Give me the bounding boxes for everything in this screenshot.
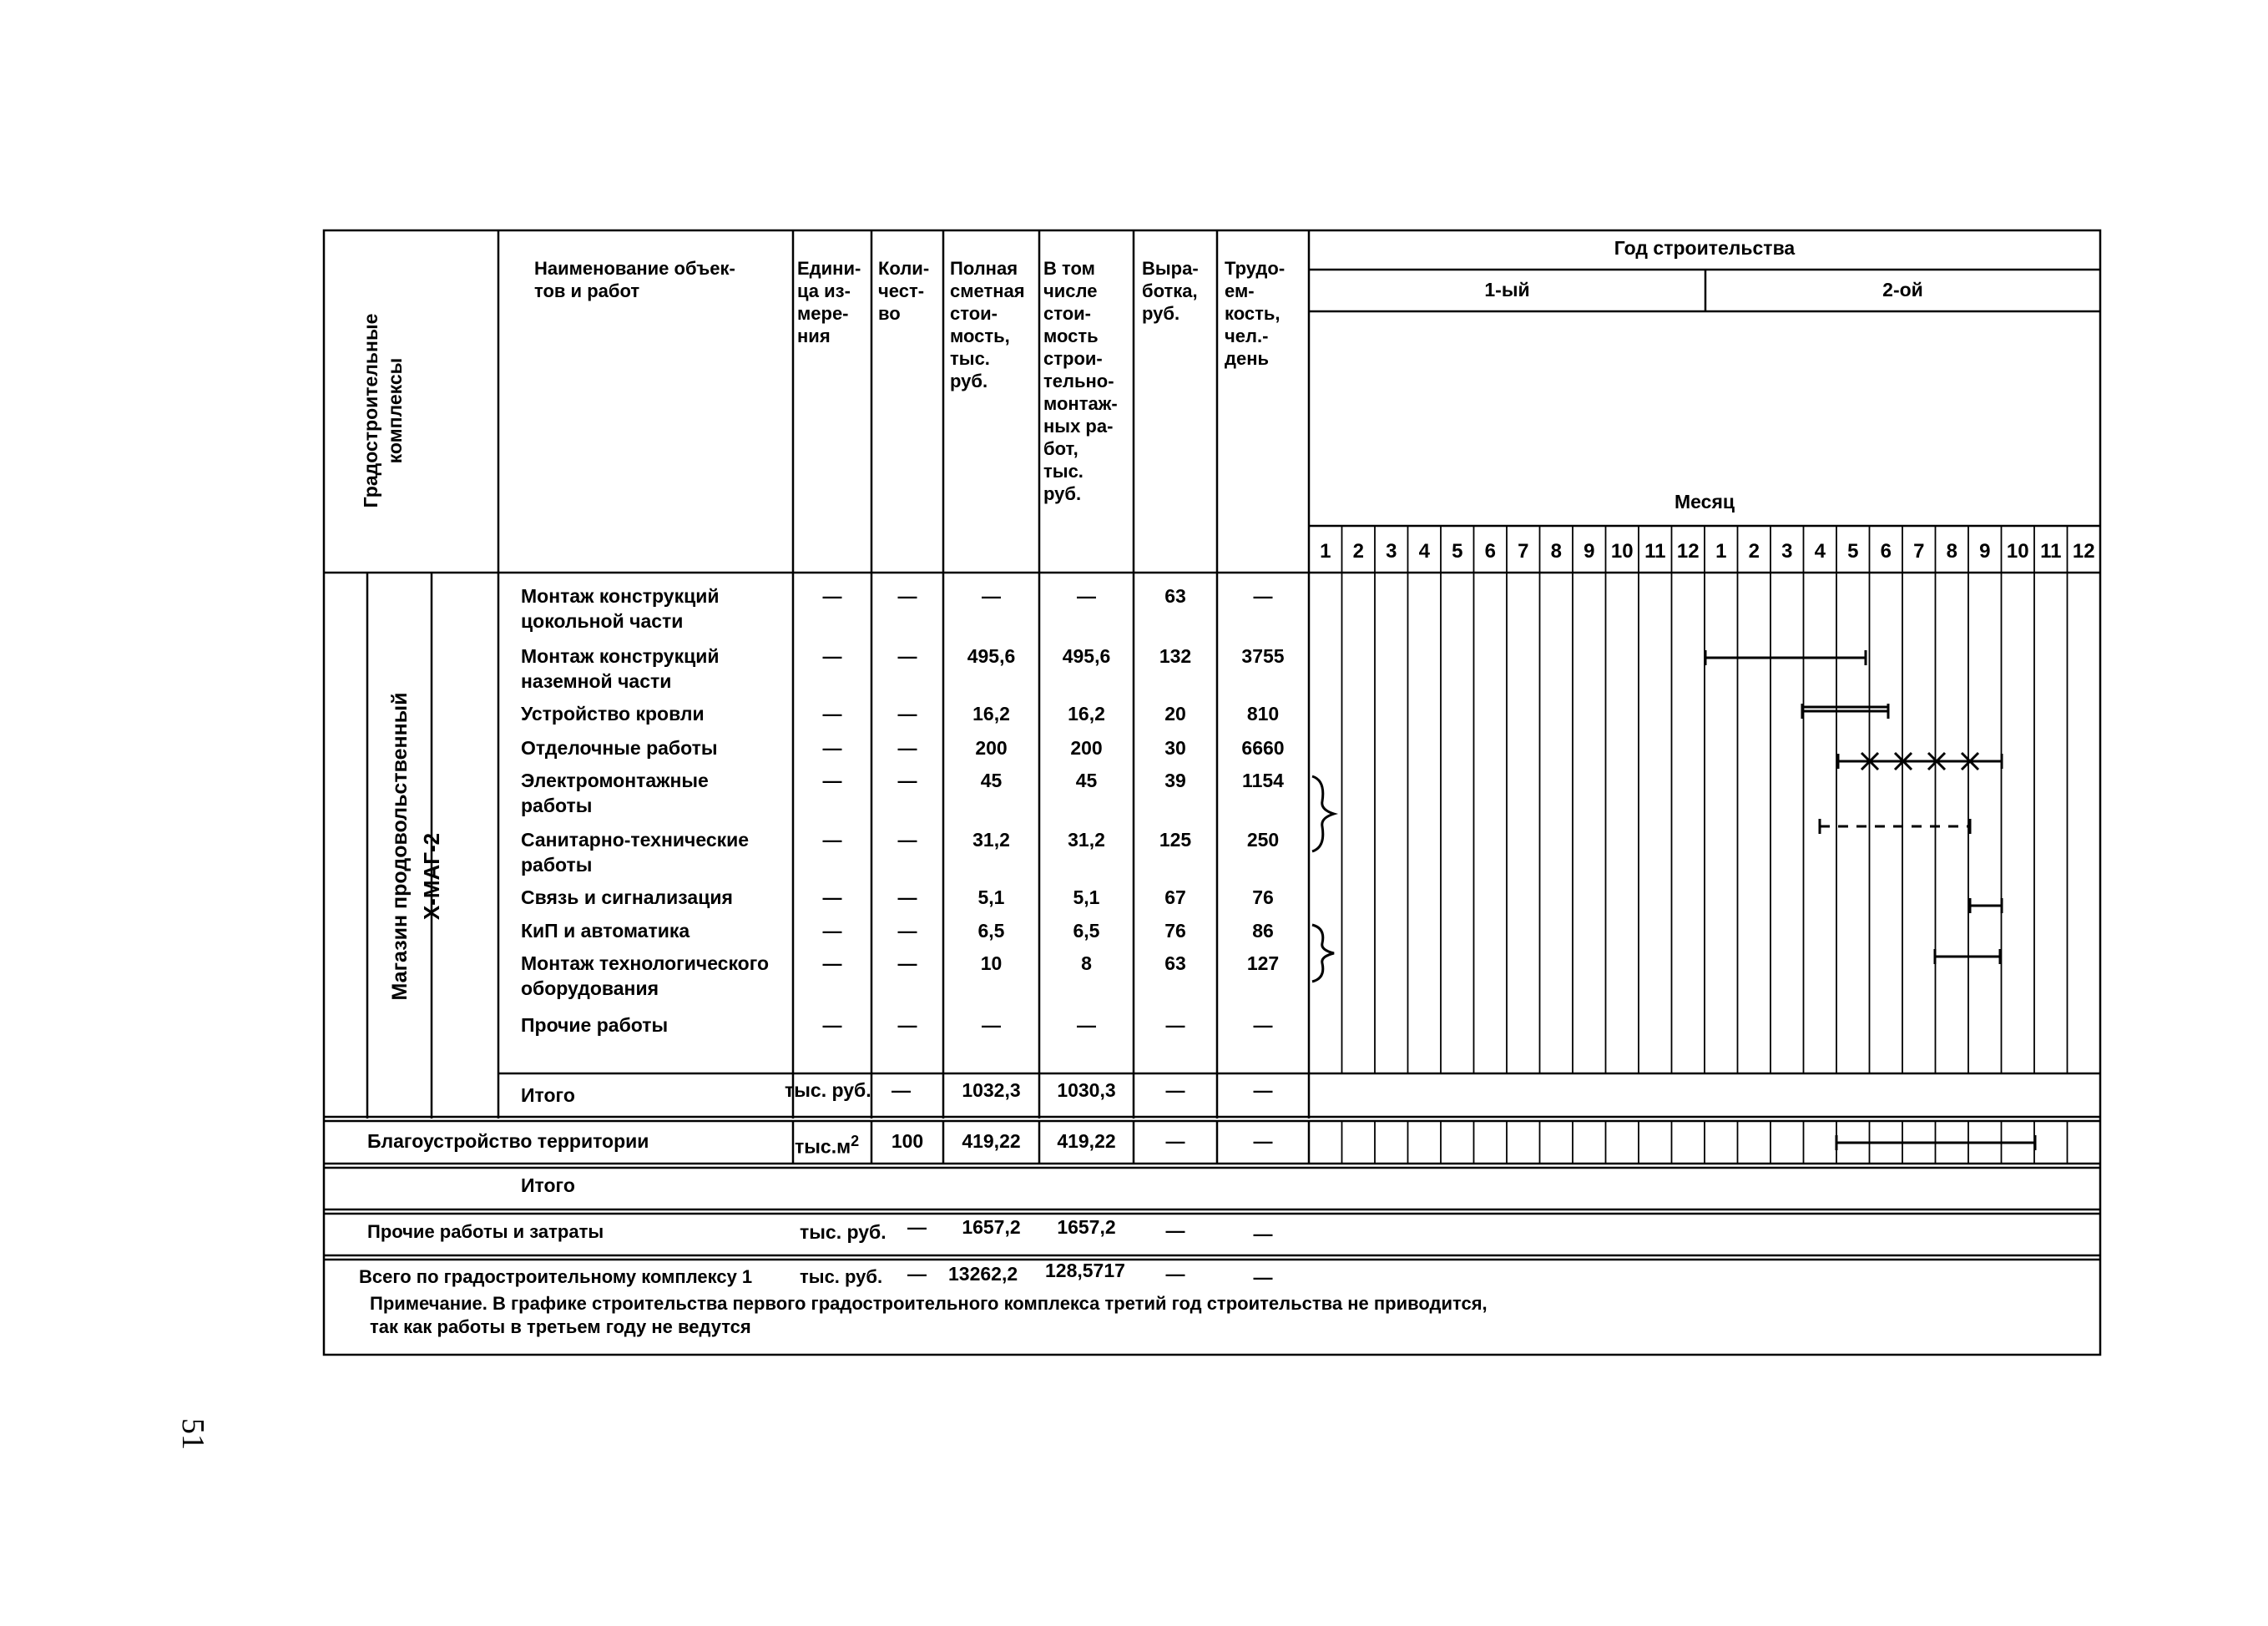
- row-full-cost: 200: [975, 737, 1008, 759]
- header-full-cost: Полная сметная стои- мость, тыс. руб.: [950, 258, 1025, 391]
- row-qty: —: [897, 886, 917, 908]
- row-output: 63: [1164, 952, 1186, 974]
- blag-unit: $тыс.м^2$: [795, 1133, 860, 1158]
- row-name-cont: наземной части: [521, 670, 672, 692]
- vsego-full: 13262,2: [948, 1263, 1018, 1285]
- row-labor: 1154: [1242, 770, 1284, 791]
- row-full-cost: 6,5: [977, 920, 1005, 942]
- row-incl-cost: —: [1077, 585, 1096, 607]
- row-qty: —: [897, 703, 917, 725]
- row-unit: —: [822, 703, 842, 725]
- header-complexes: Градостроительные комплексы: [360, 313, 406, 508]
- row-name: Прочие работы: [521, 1014, 669, 1036]
- row-output: 30: [1164, 737, 1186, 759]
- note-line-1: Примечание. В графике строительства первого градостроительного комплекса третий год строительства не приводится,: [370, 1293, 1488, 1314]
- page-number: 51: [175, 1418, 210, 1450]
- month-number: 9: [1979, 540, 1991, 563]
- row-qty: —: [897, 952, 917, 974]
- month-number: 4: [1814, 540, 1826, 563]
- itogo-group-qty: —: [892, 1079, 911, 1101]
- vsego-output: —: [1165, 1263, 1185, 1285]
- row-unit: —: [822, 952, 842, 974]
- month-number: 5: [1847, 540, 1859, 563]
- row-name-cont: оборудования: [521, 977, 659, 999]
- row-unit: —: [822, 770, 842, 791]
- row-full-cost: 5,1: [977, 886, 1005, 908]
- row-unit: —: [822, 585, 842, 607]
- row-unit: —: [822, 886, 842, 908]
- month-number: 1: [1320, 540, 1331, 563]
- month-number: 8: [1550, 540, 1562, 563]
- row-name: Связь и сигнализация: [521, 886, 733, 908]
- header-name: Наименование объек- тов и работ: [534, 258, 735, 301]
- row-labor: 250: [1246, 829, 1280, 851]
- prochie-output: —: [1165, 1220, 1185, 1241]
- prochie-incl: 1657,2: [1057, 1216, 1116, 1238]
- month-number: 7: [1913, 540, 1925, 563]
- prochie-qty: —: [907, 1216, 927, 1238]
- month-number: 3: [1386, 540, 1397, 563]
- header-output: Выра- ботка, руб.: [1142, 258, 1199, 324]
- row-incl-cost: 5,1: [1073, 886, 1100, 908]
- month-number: 10: [2006, 540, 2029, 563]
- row-qty: —: [897, 737, 917, 759]
- row-name: Электромонтажные: [521, 770, 709, 791]
- month-number: 7: [1518, 540, 1529, 563]
- row-incl-cost: 6,5: [1073, 920, 1100, 942]
- itogo-2-label: Итого: [521, 1174, 575, 1196]
- header-month: Месяц: [1674, 491, 1735, 513]
- row-output: 125: [1159, 829, 1192, 851]
- row-name: Устройство кровли: [521, 703, 705, 725]
- row-full-cost: —: [982, 585, 1001, 607]
- row-name: Монтаж конструкций: [521, 585, 720, 607]
- month-number: 1: [1715, 540, 1727, 563]
- vsego-qty: —: [907, 1263, 927, 1285]
- itogo-group-unit: тыс. руб.: [785, 1079, 871, 1101]
- row-output: 63: [1164, 585, 1186, 607]
- month-number: 11: [1644, 540, 1666, 563]
- row-qty: —: [897, 645, 917, 667]
- complex-code: Х-МАГ-2: [419, 832, 444, 921]
- header-labor: Трудо- ем- кость, чел.- день: [1225, 258, 1286, 369]
- row-name: Санитарно-технические: [521, 829, 750, 851]
- row-output: 67: [1164, 886, 1186, 908]
- row-full-cost: 31,2: [972, 829, 1010, 851]
- row-full-cost: —: [982, 1014, 1001, 1036]
- brace-kip-tehnolog: [1312, 925, 1334, 982]
- month-number: 6: [1880, 540, 1892, 563]
- itogo-group-label: Итого: [521, 1084, 575, 1106]
- row-output: 39: [1164, 770, 1186, 791]
- blag-unit-sup: 2: [851, 1133, 860, 1149]
- row-labor: 86: [1252, 920, 1274, 942]
- row-labor: 76: [1252, 886, 1274, 908]
- header-year-2: 2-ой: [1882, 279, 1923, 300]
- itogo-group-incl: 1030,3: [1057, 1079, 1116, 1101]
- row-incl-cost: 45: [1075, 770, 1098, 791]
- row-incl-cost: 31,2: [1068, 829, 1105, 851]
- month-number: 5: [1452, 540, 1463, 563]
- row-full-cost: 16,2: [972, 703, 1010, 725]
- blag-label: Благоустройство территории: [367, 1130, 649, 1152]
- month-number: 12: [2072, 540, 2095, 563]
- month-number: 6: [1484, 540, 1496, 563]
- row-incl-cost: 495,6: [1062, 645, 1111, 667]
- month-number: 8: [1946, 540, 1957, 563]
- itogo-group-labor: —: [1253, 1079, 1273, 1101]
- blag-full: 419,22: [962, 1130, 1021, 1152]
- prochie-unit: тыс. руб.: [800, 1221, 886, 1243]
- itogo-group-output: —: [1165, 1079, 1185, 1101]
- row-name: Отделочные работы: [521, 737, 718, 759]
- row-labor: 810: [1246, 703, 1280, 725]
- vsego-incl: 128,5717: [1045, 1260, 1125, 1281]
- header-unit: Едини- ца из- мере- ния: [797, 258, 861, 346]
- row-output: 76: [1164, 920, 1186, 942]
- row-name-cont: работы: [521, 795, 593, 816]
- row-qty: —: [897, 920, 917, 942]
- row-labor: 127: [1246, 952, 1280, 974]
- row-labor: 6660: [1241, 737, 1285, 759]
- itogo-group-full: 1032,3: [962, 1079, 1021, 1101]
- note-line-2: так как работы в третьем году не ведутся: [370, 1316, 751, 1337]
- row-qty: —: [897, 1014, 917, 1036]
- month-number: 12: [1676, 540, 1700, 563]
- row-qty: —: [897, 829, 917, 851]
- row-incl-cost: 16,2: [1068, 703, 1105, 725]
- vsego-labor: —: [1253, 1266, 1273, 1288]
- row-incl-cost: 200: [1070, 737, 1103, 759]
- month-number: 2: [1352, 540, 1364, 563]
- header-incl-cost: В том числе стои- мость строи- тельно- монтаж- ных ра- бот, тыс. руб.: [1043, 258, 1118, 504]
- month-number: 3: [1781, 540, 1793, 563]
- row-unit: —: [822, 829, 842, 851]
- header-qty: Коли- чест- во: [878, 258, 930, 324]
- row-output: —: [1165, 1014, 1185, 1036]
- row-qty: —: [897, 770, 917, 791]
- brace-electro-santeh: [1312, 776, 1334, 851]
- blag-labor: —: [1253, 1130, 1273, 1152]
- month-number: 9: [1584, 540, 1595, 563]
- row-unit: —: [822, 920, 842, 942]
- blag-qty: 100: [891, 1130, 924, 1152]
- row-unit: —: [822, 737, 842, 759]
- complex-name: Магазин продовольственный: [388, 692, 412, 1001]
- row-full-cost: 45: [980, 770, 1003, 791]
- month-number: 10: [1610, 540, 1634, 563]
- row-labor: —: [1253, 1014, 1273, 1036]
- row-labor: —: [1253, 585, 1273, 607]
- row-name-cont: цокольной части: [521, 610, 684, 632]
- prochie-label: Прочие работы и затраты: [367, 1221, 604, 1242]
- vsego-label: Всего по градостроительному комплексу 1: [359, 1266, 753, 1287]
- row-output: 132: [1159, 645, 1192, 667]
- row-incl-cost: 8: [1081, 952, 1092, 974]
- row-full-cost: 495,6: [967, 645, 1016, 667]
- row-name: КиП и автоматика: [521, 920, 690, 942]
- blag-output: —: [1165, 1130, 1185, 1152]
- prochie-full: 1657,2: [962, 1216, 1021, 1238]
- row-unit: —: [822, 1014, 842, 1036]
- vsego-unit: тыс. руб.: [800, 1266, 883, 1287]
- row-labor: 3755: [1241, 645, 1285, 667]
- month-number: 11: [2040, 540, 2062, 563]
- row-qty: —: [897, 585, 917, 607]
- prochie-labor: —: [1253, 1223, 1273, 1245]
- row-full-cost: 10: [980, 952, 1003, 974]
- row-incl-cost: —: [1077, 1014, 1096, 1036]
- row-name-cont: работы: [521, 854, 593, 876]
- row-name: Монтаж технологического: [521, 952, 770, 974]
- row-name: Монтаж конструкций: [521, 645, 720, 667]
- month-number: 4: [1418, 540, 1430, 563]
- row-output: 20: [1164, 703, 1186, 725]
- month-number: 2: [1748, 540, 1760, 563]
- blag-incl: 419,22: [1057, 1130, 1116, 1152]
- header-year: Год строительства: [1614, 237, 1796, 259]
- row-unit: —: [822, 645, 842, 667]
- header-year-1: 1-ый: [1484, 279, 1530, 300]
